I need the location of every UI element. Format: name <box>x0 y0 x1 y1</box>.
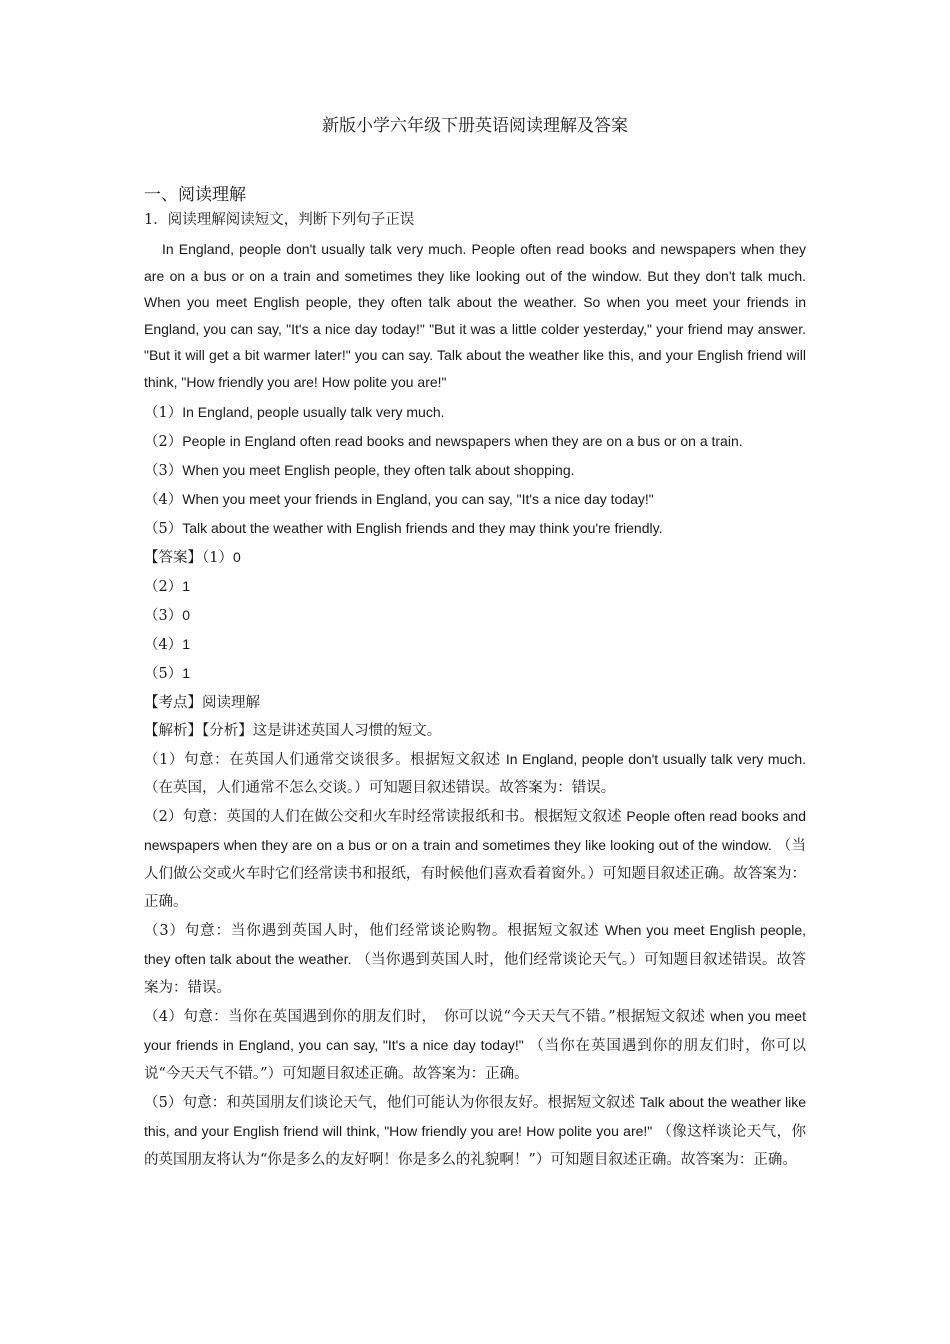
answer-line-3: （3）0 <box>144 607 191 625</box>
explanation-3: （3）句意：当你遇到英国人时，他们经常谈论购物。根据短文叙述 When you meet English people, they often talk about the weather. （当你遇到英国人时，他们经常谈论天气。）可知题目叙述错误。故答案为：错误。 <box>144 921 806 996</box>
question-number: 1． <box>144 212 168 228</box>
explanation-5: （5）句意：和英国朋友们谈论天气，他们可能认为你很友好。根据短文叙述 Talk about the weather like this, and your English friend will think, "How friendly you are! How polite you are!" （像这样谈论天气，你的英国朋友将认为“你是多么的友好啊！你是多么的礼貌啊！”）可知题目叙述正确。故答案为：正确。 <box>144 1093 807 1168</box>
answer-line-2: （2）1 <box>144 578 191 596</box>
statement-5: （5）Talk about the weather with English friends and they may think you're friendly. <box>144 519 663 537</box>
page-title: 新版小学六年级下册英语阅读理解及答案 <box>322 116 628 136</box>
statement-2: （2）People in England often read books and newspapers when they are on a bus or on a train. <box>144 432 743 450</box>
statement-1: （1）In England, people usually talk very much. <box>144 403 445 421</box>
explanation-4: （4）句意：当你在英国遇到你的朋友们时， 你可以说“今天天气不错。”根据短文叙述 when you meet your friends in England, you can say, "It's a nice day today!" （当你在英国遇到你的朋友们时，你可以说“今天天气不错。”）可知题目叙述正确。故答案为：正确。 <box>144 1007 806 1082</box>
kaodian-line: 【考点】阅读理解 <box>144 694 260 711</box>
explanation-2: （2）句意：英国的人们在做公交和火车时经常读报纸和书。根据短文叙述 People often read books and newspapers when they are on a bus or on a train and sometimes they like looking out of the window. （当人们做公交或火车时它们经常读书和报纸，有时候他们喜欢看着窗外。）可知题目叙述正确。故答案为：正确。 <box>144 807 807 910</box>
document-body <box>144 208 806 1174</box>
question-instruction <box>144 208 806 236</box>
reading-passage: In England, people don't usually talk very much. People often read books and newspapers when they are on a bus or on a train and sometimes they like looking out of the window. But they don't talk much. When you meet English people, they often talk about the weather. So when you meet your friends in England, you can say, "It's a nice day today!" "But it was a little colder yesterday," your friend may answer. "But it will get a bit warmer later!" you can say. Talk about the weather like this, and your English friend will think, "How friendly you are! How polite you are!" <box>144 241 806 390</box>
answer-line-4: （4）1 <box>144 636 191 654</box>
question-instruction-text: 阅读理解阅读短文，判断下列句子正误 <box>167 212 415 228</box>
answer-line-1: 【答案】（1）0 <box>144 549 241 567</box>
section-heading: 一、阅读理解 <box>144 185 246 205</box>
jiexi-line: 【解析】【分析】这是讲述英国人习惯的短文。 <box>144 722 442 739</box>
answer-line-5: （5）1 <box>144 665 191 683</box>
statement-4: （4）When you meet your friends in England, you can say, "It's a nice day today!" <box>144 490 654 508</box>
statement-3: （3）When you meet English people, they often talk about shopping. <box>144 461 575 479</box>
explanation-1: （1）句意：在英国人们通常交谈很多。根据短文叙述 In England, people don't usually talk very much. （在英国，人们通常不怎么交谈。）可知题目叙述错误。故答案为：错误。 <box>144 750 806 796</box>
fenxi-label: 【分析】 <box>202 722 253 739</box>
kaodian-label: 【考点】 <box>144 694 202 711</box>
jiexi-label: 【解析】 <box>144 722 202 739</box>
answer-label: 【答案】 <box>144 550 202 567</box>
